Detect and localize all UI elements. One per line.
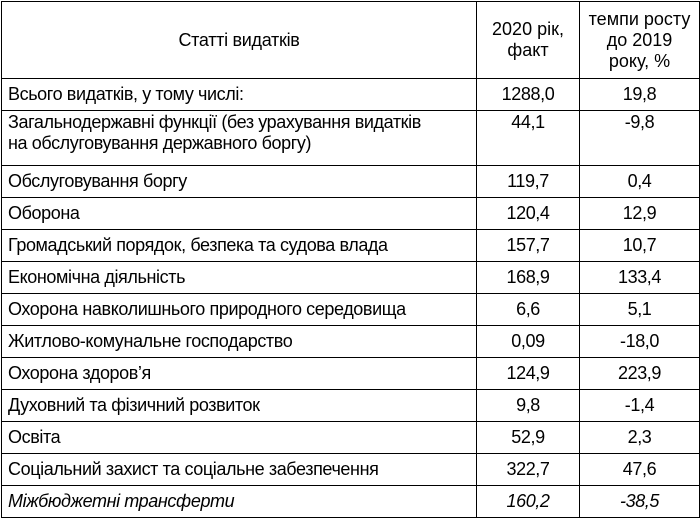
row-fact-2020: 160,2 [477,486,580,518]
row-name [2,111,477,166]
row-fact-2020: 119,7 [477,166,580,198]
header-growth-line3: року, % [608,50,671,71]
row-name: Житлово-комунальне господарство [2,326,477,358]
row-growth: 223,9 [580,358,700,390]
row-growth: -9,8 [580,111,700,166]
row-name-line2: на обслуговування державного боргу) [8,133,312,153]
header-expenditure-items [2,2,477,79]
row-growth: 10,7 [580,230,700,262]
row-name: Духовний та фізичний розвиток [2,390,477,422]
row-growth: 2,3 [580,422,700,454]
row-growth: 12,9 [580,198,700,230]
row-fact-2020: 124,9 [477,358,580,390]
table-row-culture-sport [2,390,700,422]
row-fact-2020: 168,9 [477,262,580,294]
row-fact-2020: 52,9 [477,422,580,454]
row-name: Оборона [2,198,477,230]
table-row-housing-utilities [2,326,700,358]
table-row-health [2,358,700,390]
header-fact-2020 [477,2,580,79]
expenditure-table [1,1,700,518]
row-fact-2020: 120,4 [477,198,580,230]
header-growth-line1: темпи росту [588,8,691,29]
row-name-line1: Загальнодержавні функції (без урахування видатків [8,112,421,132]
table-row-environment [2,294,700,326]
row-name: Економічна діяльність [2,262,477,294]
table-body [2,79,700,518]
row-name: Охорона здоров’я [2,358,477,390]
row-name: Всього видатків, у тому числі: [2,79,477,111]
row-name: Обслуговування боргу [2,166,477,198]
row-fact-2020: 0,09 [477,326,580,358]
row-growth: -1,4 [580,390,700,422]
table-row-intergovernmental-transfers [2,486,700,518]
row-growth: 5,1 [580,294,700,326]
row-growth: -18,0 [580,326,700,358]
table-row-defense [2,198,700,230]
table-header [2,2,700,79]
header-fact-line2: факт [507,40,549,60]
row-growth: 0,4 [580,166,700,198]
header-growth-line2: до 2019 [606,29,673,50]
header-growth-rate [580,2,700,79]
row-name: Освіта [2,422,477,454]
row-fact-2020: 322,7 [477,454,580,486]
row-fact-2020: 44,1 [477,111,580,166]
row-name: Громадський порядок, безпека та судова влада [2,230,477,262]
row-growth: 47,6 [580,454,700,486]
header-fact-line1: 2020 рік, [492,19,564,39]
row-name: Міжбюджетні трансферти [2,486,477,518]
row-fact-2020: 1288,0 [477,79,580,111]
row-name: Охорона навколишнього природного середовища [2,294,477,326]
row-growth: 19,8 [580,79,700,111]
row-fact-2020: 9,8 [477,390,580,422]
row-fact-2020: 6,6 [477,294,580,326]
row-growth: 133,4 [580,262,700,294]
table-row-total [2,79,700,111]
header-row [2,2,700,79]
table-row-economic-activity [2,262,700,294]
row-fact-2020: 157,7 [477,230,580,262]
header-name-label: Статті видатків [178,29,300,50]
table-row-general-functions [2,111,700,166]
table-row-debt-service [2,166,700,198]
row-growth: -38,5 [580,486,700,518]
table-row-education [2,422,700,454]
table-row-social-protection [2,454,700,486]
table-row-public-order [2,230,700,262]
row-name: Соціальний захист та соціальне забезпечення [2,454,477,486]
